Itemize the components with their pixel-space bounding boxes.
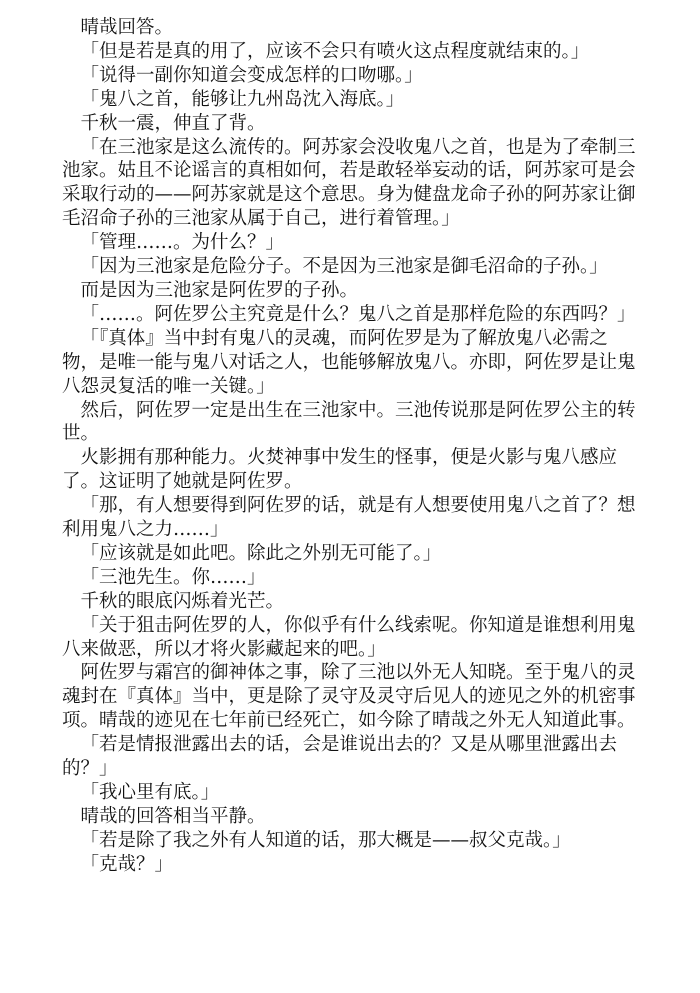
- paragraph: 而是因为三池家是阿佐罗的子孙。: [80, 279, 359, 301]
- paragraph: 然后，阿佐罗一定是出生在三池家中。三池传说那是阿佐罗公主的转世。: [62, 399, 636, 445]
- paragraph: 千秋一震，伸直了背。: [80, 112, 266, 134]
- paragraph: 「『真体』当中封有鬼八的灵魂，而阿佐罗是为了解放鬼八必需之物，是唯一能与鬼八对话之人，也能够解放鬼八。亦即，阿佐罗是让鬼八怨灵复活的唯一关键。」: [62, 327, 636, 397]
- paragraph: 晴哉的回答相当平静。: [80, 805, 266, 827]
- paragraph: 「应该就是如此吧。除此之外别无可能了。」: [80, 542, 442, 564]
- paragraph: 「管理……。为什么？」: [80, 232, 285, 254]
- paragraph: 「我心里有底。」: [80, 782, 220, 803]
- paragraph: 千秋的眼底闪烁着光芒。: [80, 590, 285, 612]
- paragraph: 「鬼八之首，能够让九州岛沈入海底。」: [80, 88, 405, 110]
- paragraph: 「若是除了我之外有人知道的话，那大概是——叔父克哉。」: [80, 829, 571, 851]
- page-body: [62, 16, 638, 877]
- paragraph: 晴哉回答。: [80, 17, 174, 38]
- paragraph: 「关于狙击阿佐罗的人，你似乎有什么线索呢。你知道是谁想利用鬼八来做恶，所以才将火影藏起来的吧。」: [62, 614, 636, 660]
- paragraph: 「在三池家是这么流传的。阿苏家会没收鬼八之首，也是为了牵制三池家。姑且不论谣言的真相如何，若是敢轻举妄动的话，阿苏家可是会采取行动的——阿苏家就是这个意思。身为健盘龙命子孙的阿苏家让御毛沼命子孙的三池家从属于自己，进行着管理。」: [62, 136, 636, 230]
- paragraph: 「……。阿佐罗公主究竟是什么？鬼八之首是那样危险的东西吗？」: [80, 303, 636, 325]
- paragraph: 阿佐罗与霜宫的御神体之事，除了三池以外无人知晓。至于鬼八的灵魂封在『真体』当中，更是除了灵守及灵守后见人的迹见之外的机密事项。晴哉的迹见在七年前已经死亡，如今除了晴哉之外无人知道此事。: [62, 662, 636, 732]
- paragraph: 「因为三池家是危险分子。不是因为三池家是御毛沼命的子孙。」: [80, 256, 608, 278]
- paragraph: 「说得一副你知道会变成怎样的口吻哪。」: [80, 64, 423, 86]
- paragraph: 「但是若是真的用了，应该不会只有喷火这点程度就结束的。」: [80, 40, 590, 62]
- paragraph: 「那，有人想要得到阿佐罗的话，就是有人想要使用鬼八之首了？想利用鬼八之力……」: [62, 495, 636, 541]
- paragraph: 「若是情报泄露出去的话，会是谁说出去的？又是从哪里泄露出去的？」: [62, 734, 618, 780]
- paragraph: 火影拥有那种能力。火焚神事中发生的怪事，便是火影与鬼八感应了。这证明了她就是阿佐罗。: [62, 447, 618, 493]
- paragraph: 「克哉？」: [80, 853, 174, 875]
- paragraph: 「三池先生。你……」: [80, 566, 266, 588]
